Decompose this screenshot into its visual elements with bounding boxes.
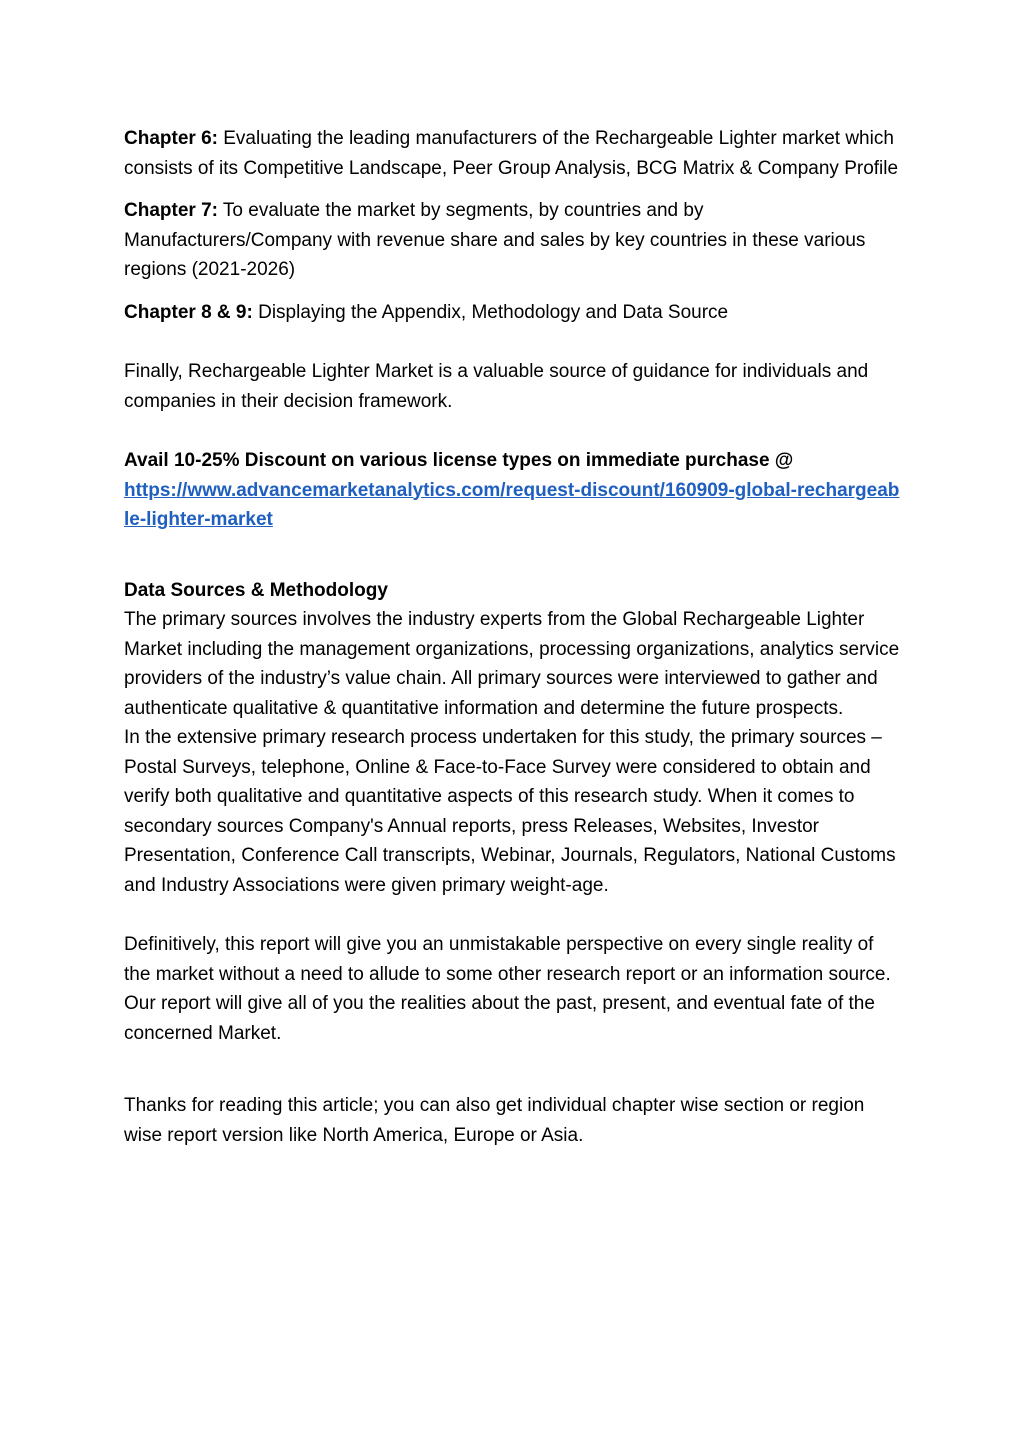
chapter-7-paragraph (124, 196, 904, 285)
chapter-7-text: To evaluate the market by segments, by countries and by Manufacturers/Company with revenue share and sales by key countries in these various regions (2021-2026) (124, 200, 866, 280)
discount-paragraph (124, 446, 904, 535)
chapter-8-9-text: Displaying the Appendix, Methodology and Data Source (252, 301, 729, 323)
chapter-8-9-paragraph (124, 298, 904, 328)
chapter-6-text: Evaluating the leading manufacturers of the Rechargeable Lighter market which consists of its Competitive Landscape, Peer Group Analysis, BCG Matrix & Company Profile (124, 128, 899, 179)
methodology-paragraph-1: The primary sources involves the industry experts from the Global Rechargeable Lighter Market including the management organizations, processing organizations, analytics service providers of the industry’s value chain. All primary sources were interviewed to gather and authenticate qualitative & quantitative information and determine the future prospects. (124, 609, 900, 719)
document-page (124, 124, 904, 1150)
thanks-paragraph: Thanks for reading this article; you can also get individual chapter wise section or region wise report version like North America, Europe or Asia. (124, 1095, 865, 1146)
definitively-paragraph: Definitively, this report will give you an unmistakable perspective on every single reality of the market without a need to allude to some other research report or an information source. Our report will give all of you the realities about the past, present, and eventual fate of the concerned Market. (124, 934, 891, 1044)
chapter-8-9-label: Chapter 8 & 9: (124, 301, 253, 323)
finally-paragraph: Finally, Rechargeable Lighter Market is a valuable source of guidance for individuals and companies in their decision framework. (124, 361, 869, 412)
methodology-heading: Data Sources & Methodology (124, 579, 388, 601)
chapter-6-paragraph (124, 124, 904, 183)
discount-text: Avail 10-25% Discount on various license types on immediate purchase @ (124, 450, 794, 471)
chapter-7-label: Chapter 7: (124, 200, 218, 221)
methodology-paragraph-2: In the extensive primary research process undertaken for this study, the primary sources – Postal Surveys, telephone, Online & Face-to-Face Survey were considered to obtain and verify both qualitative and quantitative aspects of this research study. When it comes to secondary sources Company's Annual reports, press Releases, Websites, Investor Presentation, Conference Call transcripts, Webinar, Journals, Regulators, National Customs and Industry Associations were given primary weight-age. (124, 727, 896, 896)
discount-link[interactable]: https://www.advancemarketanalytics.com/request-discount/160909-global-rechargeable-lighter-market (124, 479, 900, 530)
chapter-6-label: Chapter 6: (124, 128, 218, 149)
